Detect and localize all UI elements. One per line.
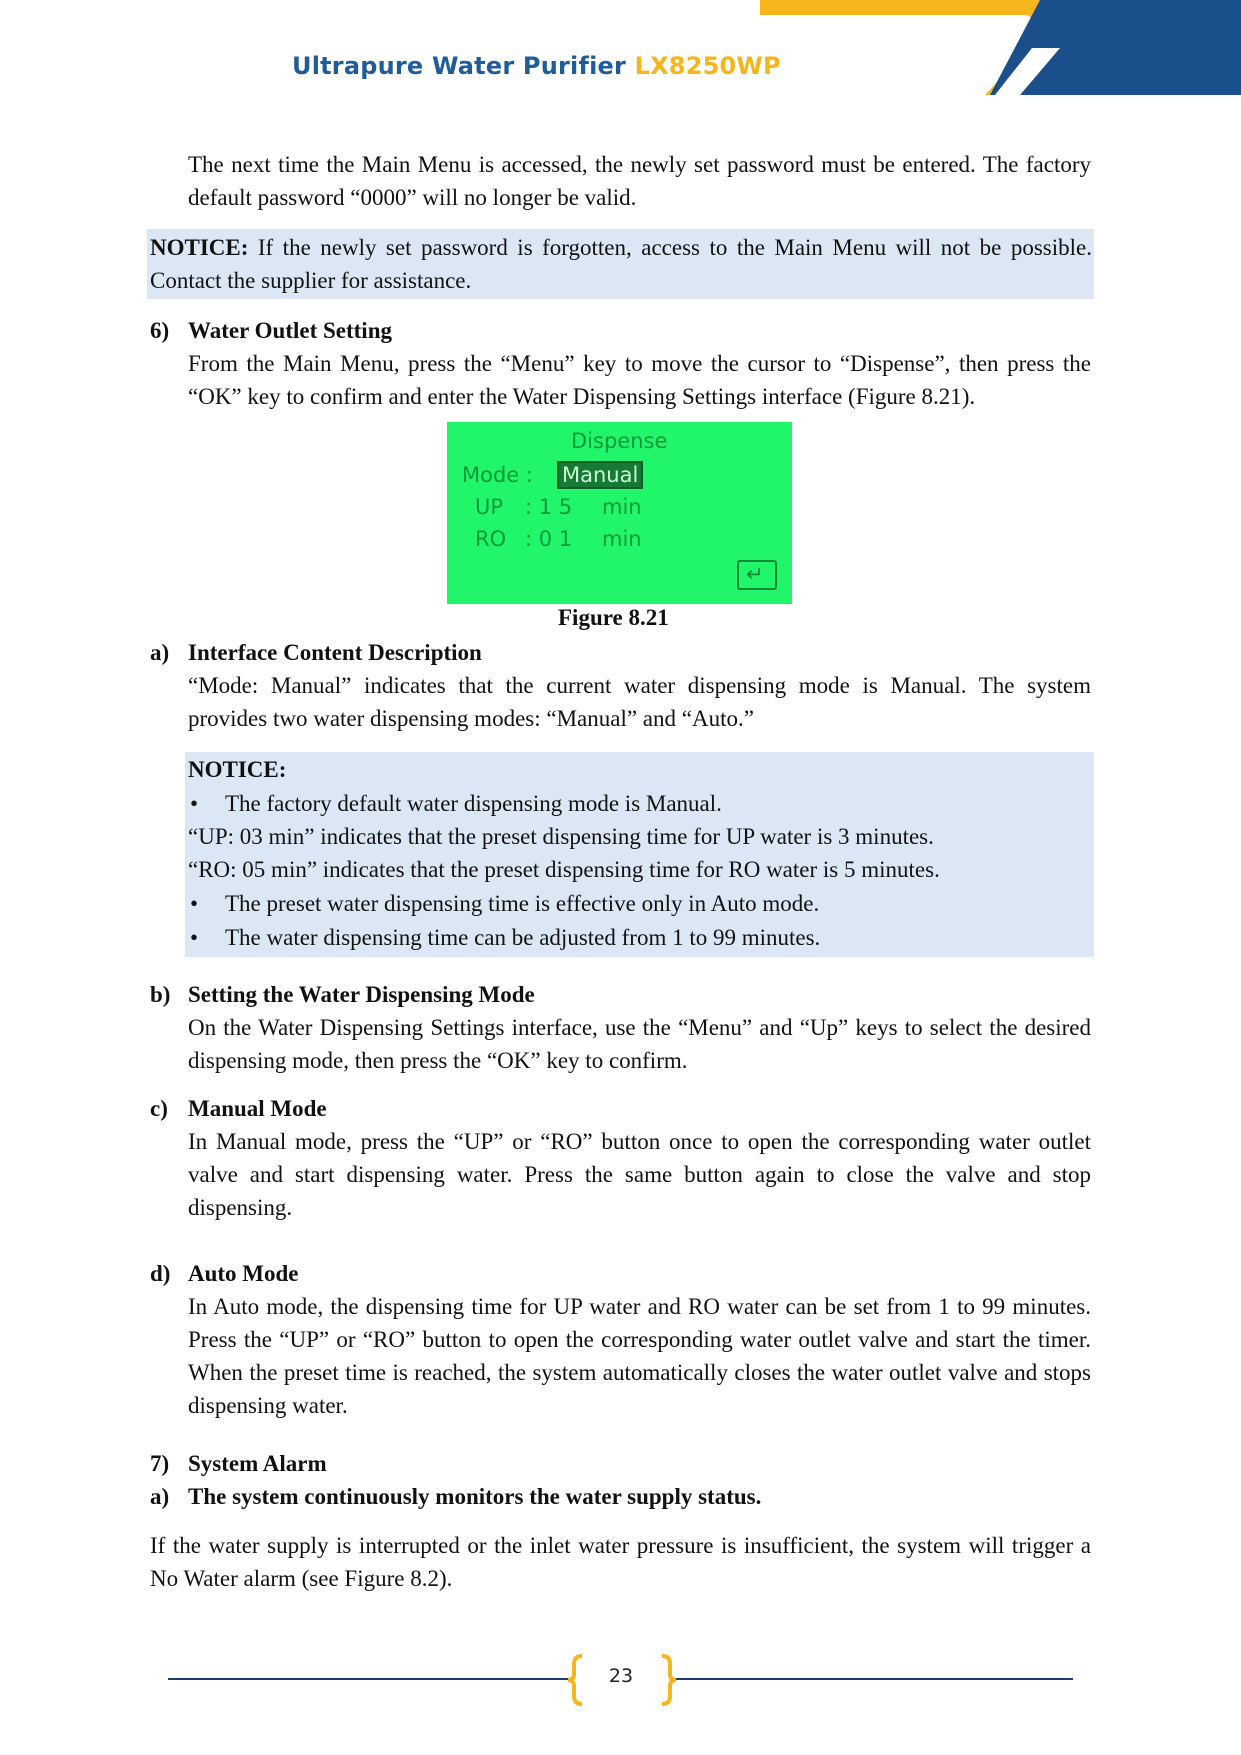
notice-text: If the newly set password is forgotten, access to the Main Menu will not be possible. Contact the supplier for assistance.: [150, 235, 1092, 293]
section-heading: System Alarm: [188, 1451, 327, 1476]
notice-password: [150, 231, 1092, 297]
notice-line: “UP: 03 min” indicates that the preset dispensing time for UP water is 3 minutes.: [188, 824, 934, 849]
subsection-letter: d): [150, 1261, 171, 1286]
subsection-paragraph: In Auto mode, the dispensing time for UP water and RO water can be set from 1 to 99 minutes. Press the “UP” or “RO” button to open the corresponding water outlet valve and start the timer. When the preset time is reached, the system automatically closes the water outlet valve and stops dispensing water.: [188, 1294, 1091, 1418]
subsection-paragraph: “Mode: Manual” indicates that the current water dispensing mode is Manual. The system provides two water dispensing modes: “Manual” and “Auto.”: [188, 673, 1091, 731]
notice-label: NOTICE:: [188, 757, 287, 782]
model-number: LX8250WP: [634, 52, 781, 80]
bullet: •: [190, 791, 199, 816]
enter-glyph: ↵: [746, 562, 764, 586]
footer-rule-right: [673, 1678, 1073, 1680]
bullet: •: [190, 891, 199, 916]
lcd-up-unit: min: [602, 495, 642, 519]
bullet: •: [190, 925, 199, 950]
notice-label: NOTICE:: [150, 235, 249, 260]
subsection-heading: Setting the Water Dispensing Mode: [188, 982, 535, 1007]
subsection-paragraph: On the Water Dispensing Settings interface, use the “Menu” and “Up” keys to select the desired dispensing mode, then press the “OK” key to confirm.: [188, 1015, 1091, 1073]
section-number: 7): [150, 1451, 170, 1476]
lcd-up-label: UP: [475, 495, 504, 519]
subsection-letter: c): [150, 1096, 168, 1121]
subsection-heading: Auto Mode: [188, 1261, 299, 1286]
lcd-screen-figure: [447, 422, 792, 604]
notice-line: The preset water dispensing time is effective only in Auto mode.: [225, 891, 820, 916]
enter-key-icon: [737, 560, 777, 590]
closing-paragraph: If the water supply is interrupted or the inlet water pressure is insufficient, the system will trigger a No Water alarm (see Figure 8.2).: [150, 1533, 1091, 1591]
section-paragraph: From the Main Menu, press the “Menu” key to move the cursor to “Dispense”, then press the “OK” key to confirm and enter the Water Dispensing Settings interface (Figure 8.21).: [188, 351, 1091, 409]
subsection-heading: The system continuously monitors the water supply status.: [188, 1484, 762, 1509]
notice-line: The factory default water dispensing mode is Manual.: [225, 791, 722, 816]
page-number: 23: [608, 1665, 634, 1687]
lcd-mode-value: Manual: [557, 461, 643, 489]
title-text: Ultrapure Water Purifier: [292, 52, 627, 80]
subsection-heading: Interface Content Description: [188, 640, 482, 665]
document-title: [292, 50, 781, 83]
lcd-ro-label: RO: [475, 527, 507, 551]
intro-paragraph: The next time the Main Menu is accessed, the newly set password must be entered. The factory default password “0000” will no longer be valid.: [188, 152, 1091, 210]
subsection-paragraph: In Manual mode, press the “UP” or “RO” button once to open the corresponding water outlet valve and start dispensing water. Press the same button again to close the valve and stop dispensing.: [188, 1129, 1091, 1220]
footer-rule-left: [168, 1678, 568, 1680]
subsection-letter: a): [150, 640, 170, 665]
subsection-letter: a): [150, 1484, 170, 1509]
notice-line: The water dispensing time can be adjusted from 1 to 99 minutes.: [225, 925, 821, 950]
section-number: 6): [150, 318, 170, 343]
section-heading: Water Outlet Setting: [188, 318, 392, 343]
figure-caption: Figure 8.21: [558, 605, 669, 630]
lcd-title: Dispense: [571, 429, 668, 453]
notice-line: “RO: 05 min” indicates that the preset dispensing time for RO water is 5 minutes.: [188, 857, 940, 882]
lcd-ro-value: : 0 1: [525, 527, 573, 551]
subsection-heading: Manual Mode: [188, 1096, 327, 1121]
lcd-up-value: : 1 5: [525, 495, 573, 519]
lcd-mode-label: Mode :: [462, 463, 533, 487]
subsection-letter: b): [150, 982, 171, 1007]
lcd-ro-unit: min: [602, 527, 642, 551]
